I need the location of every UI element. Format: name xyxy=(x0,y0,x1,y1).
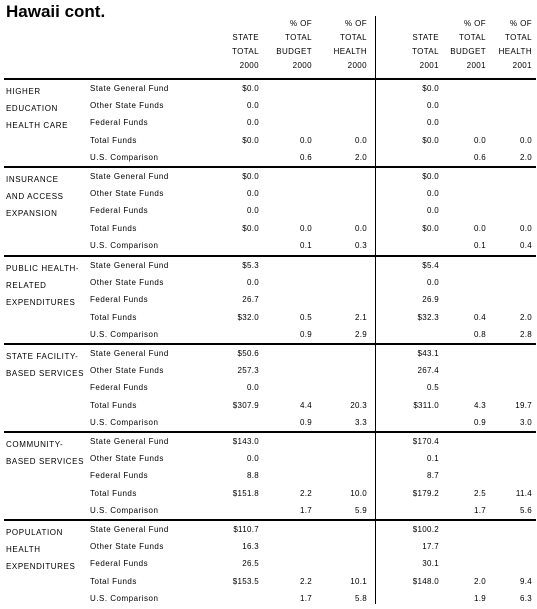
table-cell: 0.0 xyxy=(246,383,259,393)
row-label: State General Fund xyxy=(90,349,169,358)
header-line: 2000 xyxy=(292,61,312,70)
table-cell: $43.1 xyxy=(417,349,439,358)
header-line: HEALTH xyxy=(333,47,367,56)
table-cell: 5.9 xyxy=(354,505,367,515)
table-row xyxy=(4,540,536,557)
table-cell: $0.0 xyxy=(422,172,439,181)
table-row xyxy=(4,99,536,116)
row-label: U.S. Comparison xyxy=(90,152,159,162)
table-cell: 0.1 xyxy=(426,454,439,464)
table-row xyxy=(4,399,536,416)
category-line: HEALTH CARE xyxy=(6,121,69,130)
table-cell: 3.0 xyxy=(519,417,532,427)
table-cell: 26.5 xyxy=(242,559,259,569)
row-label: U.S. Comparison xyxy=(90,593,159,603)
header-line: TOTAL xyxy=(411,47,439,56)
table-cell: 0.0 xyxy=(473,223,486,233)
table-cell: 2.0 xyxy=(519,312,532,322)
header-line: HEALTH xyxy=(498,47,532,56)
table-cell: 17.7 xyxy=(422,542,439,552)
table-cell: 0.5 xyxy=(299,312,312,322)
table-cell: 8.7 xyxy=(426,471,439,481)
table-cell: 5.6 xyxy=(519,505,532,515)
table-cell: $32.3 xyxy=(417,312,439,322)
table-cell: 5.8 xyxy=(354,593,367,603)
header-line: % OF xyxy=(463,19,486,28)
table-cell: 9.4 xyxy=(519,576,532,586)
table-cell: $0.0 xyxy=(422,135,439,145)
table-cell: $50.6 xyxy=(237,349,259,358)
row-label: State General Fund xyxy=(90,525,169,534)
table-section xyxy=(4,431,536,519)
table-row xyxy=(4,276,536,293)
table-row xyxy=(4,487,536,504)
category-line: EXPENDITURES xyxy=(6,562,76,571)
table-row xyxy=(4,116,536,133)
table-cell: 0.3 xyxy=(354,240,367,250)
row-label: Federal Funds xyxy=(90,383,149,393)
table-cell: 2.1 xyxy=(354,312,367,322)
table-cell: 0.0 xyxy=(519,135,532,145)
table-row xyxy=(4,239,536,256)
row-label: U.S. Comparison xyxy=(90,240,159,250)
table-cell: 16.3 xyxy=(242,542,259,552)
table-cell: $307.9 xyxy=(232,400,259,410)
row-label: State General Fund xyxy=(90,84,169,93)
row-label: Total Funds xyxy=(90,488,137,498)
table-cell: 11.4 xyxy=(515,488,532,498)
table-section xyxy=(4,343,536,431)
table-cell: 0.0 xyxy=(426,278,439,288)
table-cell: $143.0 xyxy=(232,437,259,446)
table-cell: 0.4 xyxy=(519,240,532,250)
row-label: U.S. Comparison xyxy=(90,417,159,427)
table-cell: 0.1 xyxy=(473,240,486,250)
row-label: Federal Funds xyxy=(90,471,149,481)
table-row xyxy=(4,259,536,276)
table-cell: $0.0 xyxy=(242,172,259,181)
row-label: Federal Funds xyxy=(90,559,149,569)
row-label: State General Fund xyxy=(90,437,169,446)
header-line: TOTAL xyxy=(504,33,532,42)
table-cell: $151.8 xyxy=(232,488,259,498)
table-cell: 0.0 xyxy=(426,101,439,111)
header-line: 2000 xyxy=(239,61,259,70)
header-line: % OF xyxy=(344,19,367,28)
table-row xyxy=(4,523,536,540)
table-cell: 0.0 xyxy=(426,118,439,128)
header-line: BUDGET xyxy=(450,47,486,56)
table-section xyxy=(4,519,536,607)
table-cell: 10.1 xyxy=(350,576,367,586)
table-cell: 0.0 xyxy=(473,135,486,145)
table-row xyxy=(4,187,536,204)
table-row xyxy=(4,592,536,609)
category-line: RELATED xyxy=(6,281,47,290)
table-cell: $0.0 xyxy=(422,84,439,93)
table-cell: $0.0 xyxy=(242,223,259,233)
row-label: U.S. Comparison xyxy=(90,329,159,339)
table-cell: 0.0 xyxy=(246,118,259,128)
table-cell: 2.8 xyxy=(519,329,532,339)
row-label: Federal Funds xyxy=(90,118,149,128)
table-cell: 0.0 xyxy=(354,135,367,145)
table-cell: 0.0 xyxy=(519,223,532,233)
table-cell: 6.3 xyxy=(519,593,532,603)
table-cell: 267.4 xyxy=(417,366,439,376)
table-row xyxy=(4,469,536,486)
table-section xyxy=(4,166,536,254)
table-row xyxy=(4,170,536,187)
category-line: EXPANSION xyxy=(6,209,58,218)
table-cell: 0.9 xyxy=(473,417,486,427)
row-label: Total Funds xyxy=(90,576,137,586)
header-line: % OF xyxy=(289,19,312,28)
table-cell: $170.4 xyxy=(412,437,439,446)
table-cell: 1.7 xyxy=(299,505,312,515)
table-cell: 0.0 xyxy=(246,278,259,288)
page-title: Hawaii cont. xyxy=(6,2,106,21)
table-cell: $0.0 xyxy=(422,223,439,233)
table-cell: 8.8 xyxy=(246,471,259,481)
table-row xyxy=(4,311,536,328)
header-line: 2000 xyxy=(347,61,367,70)
table-row xyxy=(4,293,536,310)
table-cell: 1.7 xyxy=(473,505,486,515)
table-cell: 0.0 xyxy=(299,135,312,145)
row-label: Total Funds xyxy=(90,312,137,322)
category-line: POPULATION xyxy=(6,528,63,537)
header-line: TOTAL xyxy=(231,47,259,56)
row-label: U.S. Comparison xyxy=(90,505,159,515)
category-line: HIGHER xyxy=(6,87,41,96)
table-row xyxy=(4,364,536,381)
table-cell: 0.0 xyxy=(246,454,259,464)
table-row xyxy=(4,557,536,574)
pct-budget-2001-header xyxy=(436,17,486,73)
table-cell: 0.0 xyxy=(354,223,367,233)
table-cell: $153.5 xyxy=(232,576,259,586)
category-line: AND ACCESS xyxy=(6,192,64,201)
table-cell: 1.9 xyxy=(473,593,486,603)
table-row xyxy=(4,575,536,592)
row-label: Other State Funds xyxy=(90,542,164,552)
table-cell: 0.8 xyxy=(473,329,486,339)
table-row xyxy=(4,222,536,239)
row-label: Total Funds xyxy=(90,135,137,145)
category-line: HEALTH xyxy=(6,545,41,554)
category-line: INSURANCE xyxy=(6,175,59,184)
row-label: Total Funds xyxy=(90,400,137,410)
table-cell: $311.0 xyxy=(413,400,439,410)
pct-health-2000-header xyxy=(317,17,367,73)
table-cell: 2.0 xyxy=(354,152,367,162)
header-line: 2001 xyxy=(419,61,439,70)
table-cell: 0.0 xyxy=(426,206,439,216)
header-line: STATE xyxy=(232,33,259,42)
table-cell: 0.6 xyxy=(473,152,486,162)
table-row xyxy=(4,452,536,469)
category-line: EDUCATION xyxy=(6,104,58,113)
header-line: TOTAL xyxy=(339,33,367,42)
header-line: TOTAL xyxy=(458,33,486,42)
header-line: % OF xyxy=(509,19,532,28)
category-line: STATE FACILITY- xyxy=(6,352,79,361)
category-line: BASED SERVICES xyxy=(6,457,85,466)
table-cell: 0.0 xyxy=(246,101,259,111)
row-label: Other State Funds xyxy=(90,101,164,111)
table-cell: 2.0 xyxy=(519,152,532,162)
row-label: State General Fund xyxy=(90,172,169,181)
category-line: EXPENDITURES xyxy=(6,298,76,307)
table-cell: 2.0 xyxy=(473,576,486,586)
table-cell: 1.7 xyxy=(299,593,312,603)
table-row xyxy=(4,204,536,221)
table-cell: $100.2 xyxy=(412,525,439,534)
table-cell: 2.9 xyxy=(354,329,367,339)
table-cell: 0.9 xyxy=(299,329,312,339)
header-line: 2001 xyxy=(512,61,532,70)
table-cell: 4.4 xyxy=(299,400,312,410)
table-cell: 257.3 xyxy=(237,366,259,376)
category-line: COMMUNITY- xyxy=(6,440,64,449)
pct-budget-2000-header xyxy=(262,17,312,73)
table-section xyxy=(4,255,536,343)
table-cell: 10.0 xyxy=(350,488,367,498)
row-label: Other State Funds xyxy=(90,278,164,288)
table-row xyxy=(4,82,536,99)
row-label: Other State Funds xyxy=(90,366,164,376)
table-cell: 2.5 xyxy=(473,488,486,498)
table-cell: 4.3 xyxy=(473,400,486,410)
table-cell: 0.5 xyxy=(426,383,439,393)
table-row xyxy=(4,381,536,398)
table-cell: $32.0 xyxy=(237,312,259,322)
table-cell: 26.7 xyxy=(242,295,259,305)
table-cell: 2.2 xyxy=(299,488,312,498)
table-cell: $0.0 xyxy=(242,84,259,93)
header-line: BUDGET xyxy=(276,47,312,56)
table-row xyxy=(4,435,536,452)
table-cell: $0.0 xyxy=(242,135,259,145)
row-label: State General Fund xyxy=(90,261,169,270)
table-cell: 30.1 xyxy=(422,559,439,569)
table-cell: 20.3 xyxy=(350,400,367,410)
table-cell: 3.3 xyxy=(354,417,367,427)
table-cell: 2.2 xyxy=(299,576,312,586)
table-cell: 0.6 xyxy=(299,152,312,162)
table-cell: 26.9 xyxy=(422,295,439,305)
table-cell: 0.4 xyxy=(473,312,486,322)
table-row xyxy=(4,134,536,151)
table-cell: $5.4 xyxy=(422,261,439,270)
header-line: STATE xyxy=(412,33,439,42)
row-label: Federal Funds xyxy=(90,295,149,305)
table-cell: 0.9 xyxy=(299,417,312,427)
table-cell: 0.0 xyxy=(246,206,259,216)
table-cell: 0.0 xyxy=(426,189,439,199)
table-cell: 0.0 xyxy=(299,223,312,233)
table-cell: $179.2 xyxy=(412,488,439,498)
pct-health-2001-header xyxy=(482,17,532,73)
table-cell: 0.1 xyxy=(299,240,312,250)
category-line: PUBLIC HEALTH- xyxy=(6,264,80,273)
table-cell: 0.0 xyxy=(246,189,259,199)
table-section xyxy=(4,78,536,166)
table-cell: 19.7 xyxy=(515,400,532,410)
table-row xyxy=(4,347,536,364)
row-label: Other State Funds xyxy=(90,454,164,464)
header-line: 2001 xyxy=(466,61,486,70)
row-label: Other State Funds xyxy=(90,189,164,199)
table-cell: $148.0 xyxy=(412,576,439,586)
category-line: BASED SERVICES xyxy=(6,369,85,378)
header-line: TOTAL xyxy=(284,33,312,42)
row-label: Total Funds xyxy=(90,223,137,233)
row-label: Federal Funds xyxy=(90,206,149,216)
table-cell: $110.7 xyxy=(233,525,259,534)
table-cell: $5.3 xyxy=(242,261,259,270)
